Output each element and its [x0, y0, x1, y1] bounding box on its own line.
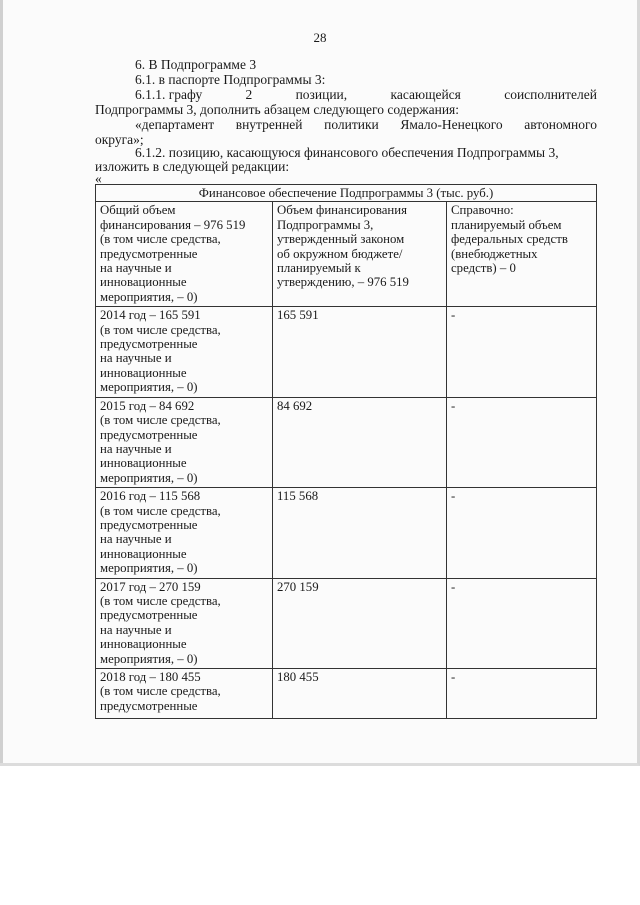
cell-line: мероприятия, – 0)	[100, 561, 198, 576]
word: «департамент	[135, 117, 215, 132]
cell-line: на научные и	[100, 622, 172, 637]
cell-line: финансирования – 976 519	[100, 217, 246, 232]
table-row	[96, 307, 597, 397]
cell-line: мероприятия, – 0)	[100, 289, 198, 304]
year-cell	[96, 488, 273, 578]
open-quote: «	[95, 171, 102, 186]
header-cell-reference	[447, 202, 597, 307]
item-6-1-2-line1: 6.1.2. позицию, касающуюся финансового обеспечения Подпрограммы 3,	[135, 145, 559, 160]
cell-line: 2018 год – 180 455	[100, 670, 201, 684]
item-6-1: 6.1. в паспорте Подпрограммы 3:	[135, 72, 326, 87]
quote-line	[135, 117, 597, 132]
cell-line: предусмотренные	[100, 517, 198, 532]
amount-cell: 115 568	[273, 488, 447, 578]
header-cell-total	[96, 202, 273, 307]
table-row	[96, 488, 597, 578]
table-row	[96, 578, 597, 668]
cell-line: 2015 год – 84 692	[100, 398, 195, 413]
cell-line: Справочно:	[451, 203, 514, 218]
quote-continuation: округа»;	[95, 132, 144, 147]
reference-cell: -	[447, 578, 597, 668]
cell-line: на научные и	[100, 441, 172, 456]
reference-cell: -	[447, 397, 597, 487]
cell-line: (в том числе средства,	[100, 413, 221, 428]
cell-line: 2017 год – 270 159	[100, 579, 201, 594]
cell-line: (в том числе средства,	[100, 322, 221, 337]
cell-line: Общий объем	[100, 203, 176, 218]
table-row	[96, 397, 597, 487]
cell-line: 2016 год – 115 568	[100, 489, 201, 504]
table-caption: Финансовое обеспечение Подпрограммы 3 (тыс. руб.)	[96, 185, 597, 202]
year-cell	[96, 397, 273, 487]
year-cell	[96, 307, 273, 397]
amount-cell: 165 591	[273, 307, 447, 397]
word: автономного	[524, 117, 597, 132]
cell-line: предусмотренные	[100, 337, 198, 352]
cell-line: мероприятия, – 0)	[100, 380, 198, 395]
cell-line: предусмотренные	[100, 246, 198, 261]
amount-cell: 84 692	[273, 397, 447, 487]
cell-line: об окружном бюджете/	[277, 246, 403, 261]
word: касающейся	[390, 87, 461, 102]
word: позиции,	[295, 87, 348, 102]
cell-line: инновационные	[100, 546, 187, 561]
word: Ямало-Ненецкого	[400, 117, 503, 132]
table-header-row	[96, 202, 597, 307]
item-6-1-2-line2: изложить в следующей редакции:	[95, 159, 290, 174]
cell-line: планируемый к	[277, 261, 361, 276]
year-cell	[96, 578, 273, 668]
cell-line: инновационные	[100, 637, 187, 652]
cell-line: средств) – 0	[451, 261, 516, 276]
cell-line: на научные и	[100, 261, 172, 276]
cell-line: инновационные	[100, 365, 187, 380]
word: соисполнителей	[504, 87, 597, 102]
cell-line: (в том числе средства,	[100, 593, 221, 608]
cell-line: Объем финансирования	[277, 203, 408, 218]
cell-line: (в том числе средства,	[100, 503, 221, 518]
item-6-1-1-continuation: Подпрограммы 3, дополнить абзацем следующего содержания:	[95, 102, 460, 117]
cell-line: утверждению, – 976 519	[277, 275, 409, 290]
cell-line: Подпрограммы 3,	[277, 217, 374, 232]
header-cell-budget	[273, 202, 447, 307]
cell-line: инновационные	[100, 456, 187, 471]
reference-cell: -	[447, 669, 597, 719]
amount-cell: 270 159	[273, 578, 447, 668]
item-6-1-1-line	[135, 87, 597, 102]
financing-table	[95, 184, 597, 719]
table-caption-row	[96, 185, 597, 202]
cell-line: федеральных средств	[451, 232, 568, 247]
cell-line: мероприятия, – 0)	[100, 470, 198, 485]
cell-line: на научные и	[100, 532, 172, 547]
cell-line: (внебюджетных	[451, 246, 538, 261]
cell-line: инновационные	[100, 275, 187, 290]
cell-line: предусмотренные	[100, 608, 198, 623]
section-heading: 6. В Подпрограмме 3	[135, 57, 257, 72]
cell-line: на научные и	[100, 351, 172, 366]
page-number: 28	[313, 30, 327, 45]
reference-cell: -	[447, 488, 597, 578]
cell-line: предусмотренные	[100, 427, 198, 442]
reference-cell: -	[447, 307, 597, 397]
cell-line: (в том числе средства,	[100, 232, 221, 247]
word: 2	[245, 87, 253, 102]
cell-line: (в том числе средства,	[100, 684, 221, 699]
cell-line: мероприятия, – 0)	[100, 651, 198, 666]
word: 6.1.1. графу	[135, 87, 203, 102]
amount-cell: 180 455	[273, 669, 447, 719]
table-row	[96, 669, 597, 719]
cell-line: утвержденный законом	[277, 232, 405, 247]
word: политики	[324, 117, 379, 132]
cell-line: предусмотренные	[100, 698, 198, 713]
year-cell	[96, 669, 273, 719]
cell-line: 2014 год – 165 591	[100, 308, 201, 323]
cell-line: планируемый объем	[451, 217, 562, 232]
word: внутренней	[235, 117, 303, 132]
